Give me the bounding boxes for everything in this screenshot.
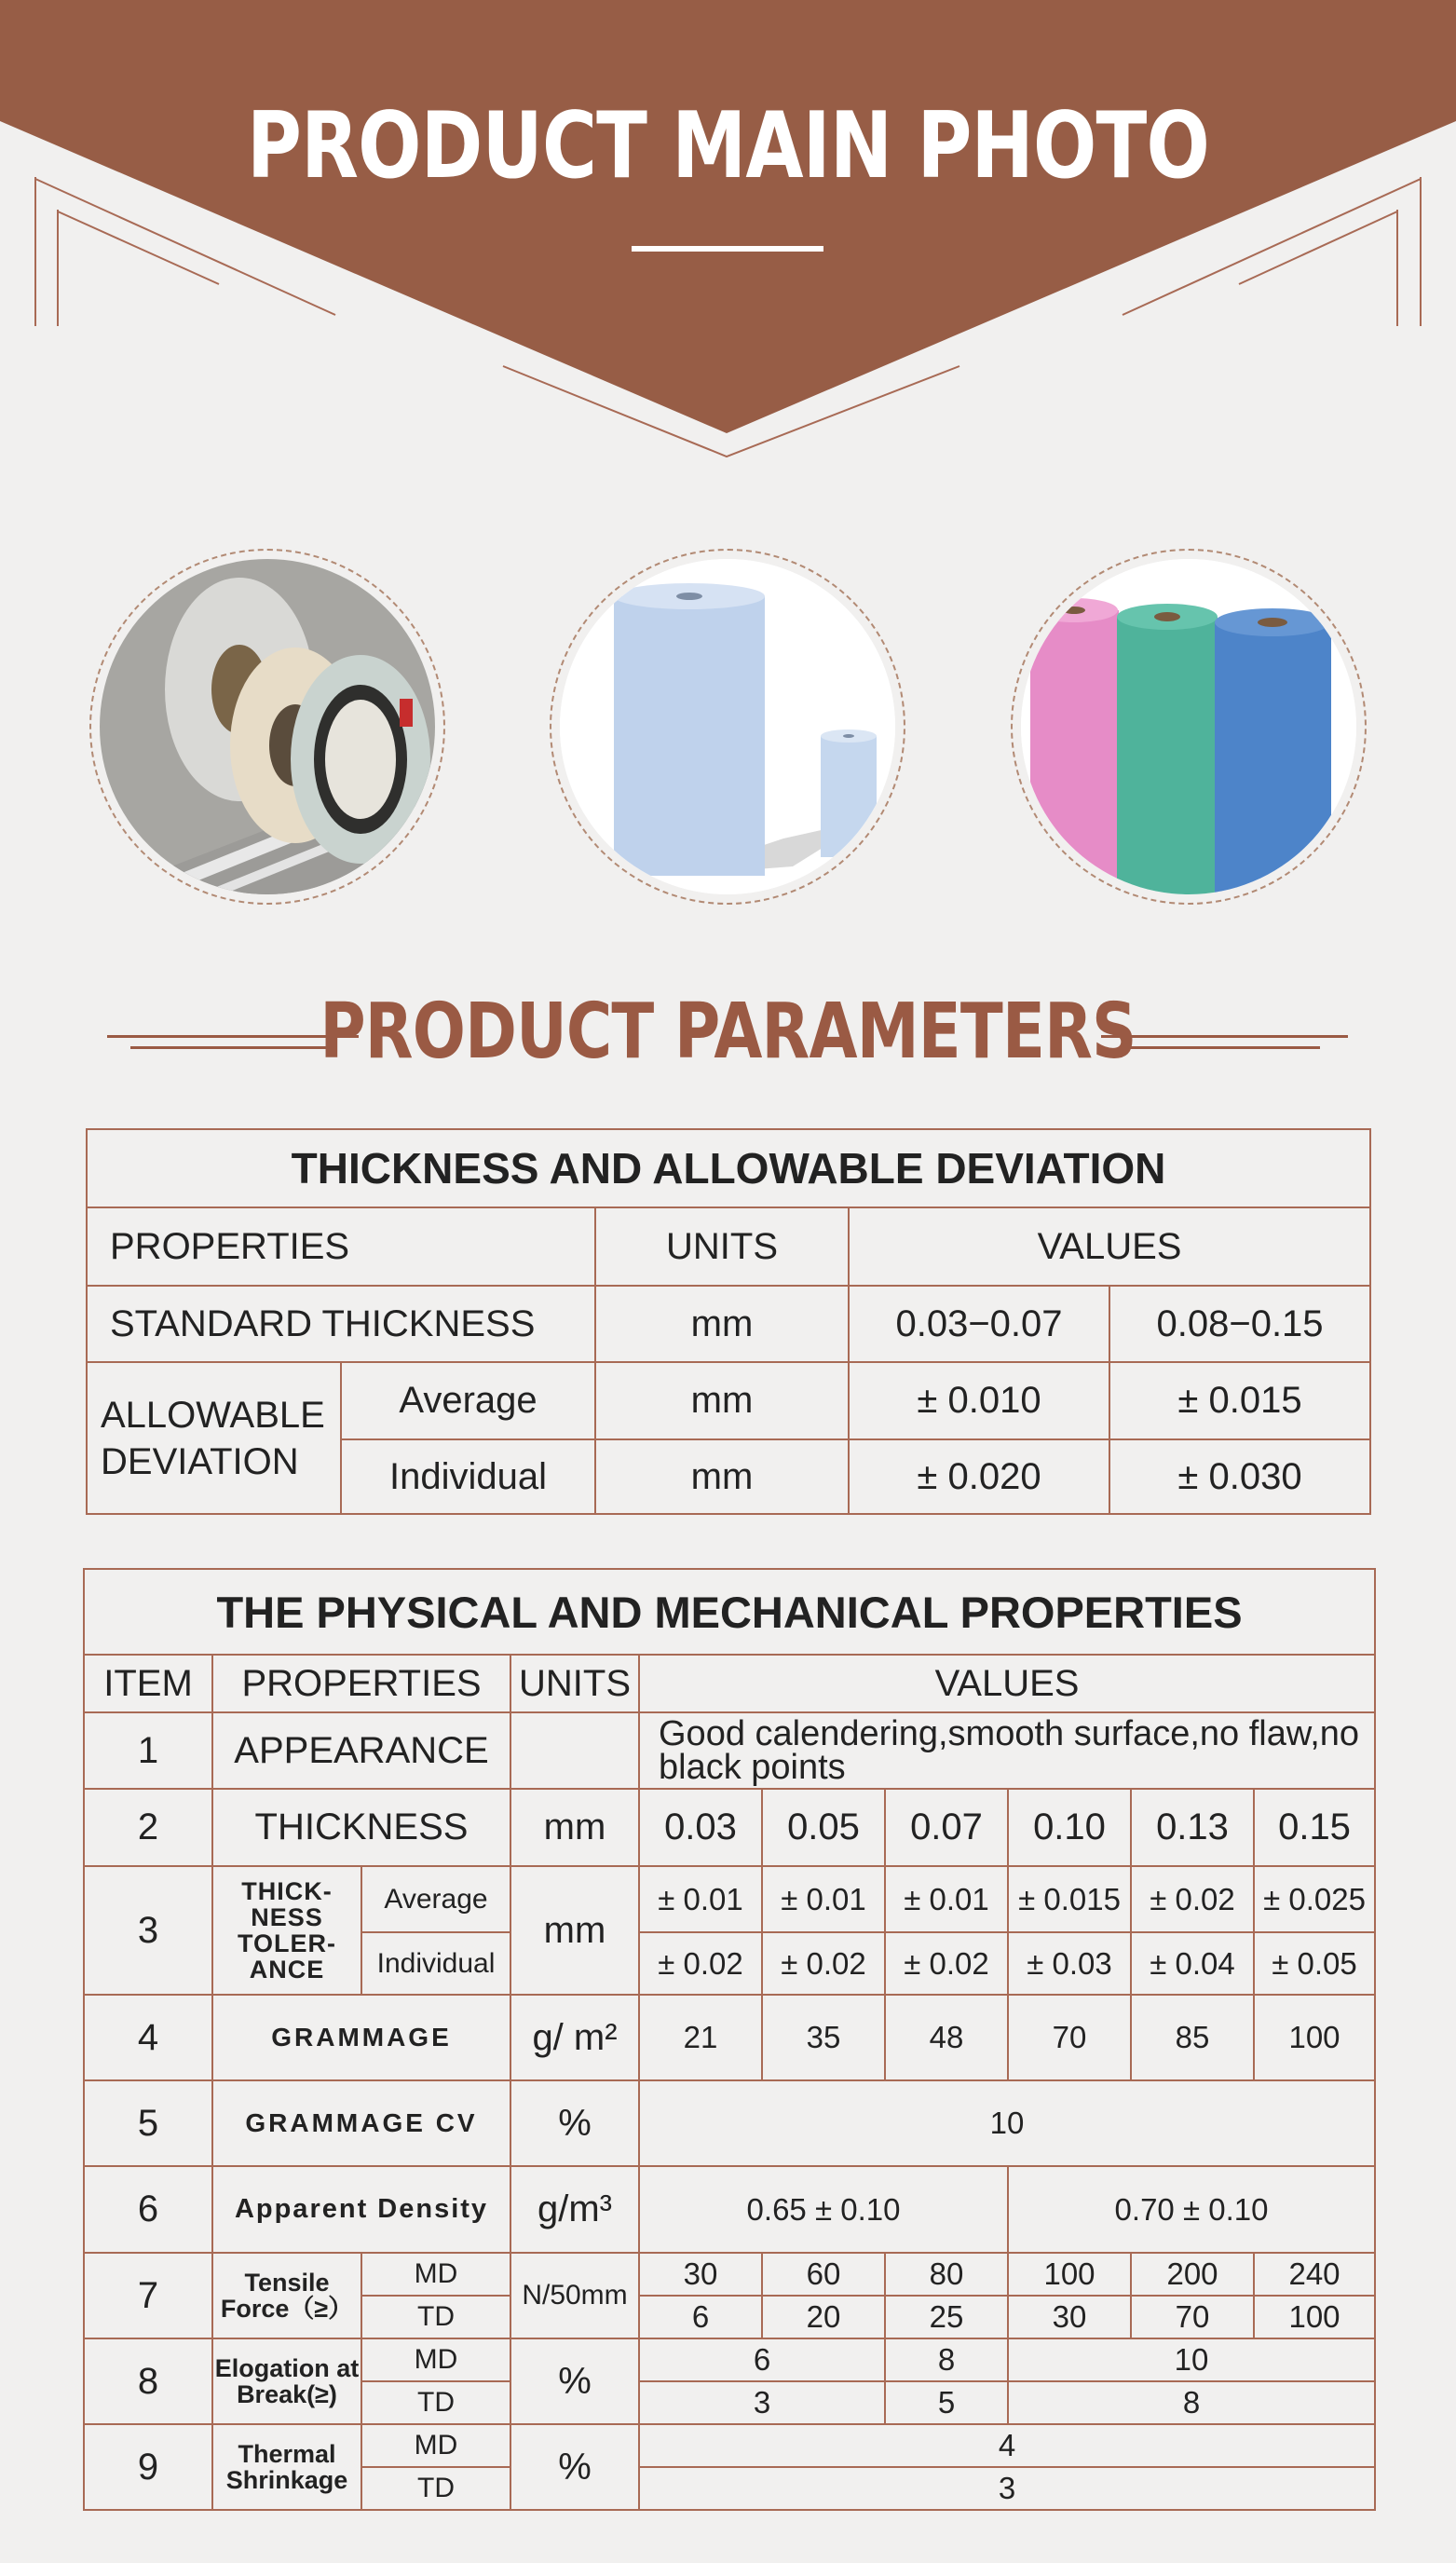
row4-value-2: 35 xyxy=(762,1995,885,2080)
standard-thickness-v2: 0.08−0.15 xyxy=(1109,1286,1370,1362)
individual-v2: ± 0.030 xyxy=(1109,1439,1370,1514)
average-unit: mm xyxy=(595,1362,849,1439)
row3-property-line3: TOLER- xyxy=(238,1929,336,1957)
section-title: PRODUCT PARAMETERS xyxy=(320,988,1136,1076)
header-properties: PROPERTIES xyxy=(87,1207,595,1286)
row3-individual-3: ± 0.02 xyxy=(885,1932,1008,1995)
row3-individual-label: Individual xyxy=(361,1932,510,1995)
header-values: VALUES xyxy=(639,1655,1375,1712)
row3-individual-1: ± 0.02 xyxy=(639,1932,762,1995)
row4-item: 4 xyxy=(84,1995,212,2080)
row3-average-1: ± 0.01 xyxy=(639,1866,762,1932)
row2-unit: mm xyxy=(510,1789,639,1866)
row2-value-6: 0.15 xyxy=(1254,1789,1375,1866)
row7-item: 7 xyxy=(84,2253,212,2338)
row3-unit: mm xyxy=(510,1866,639,1995)
row7-md-2: 60 xyxy=(762,2253,885,2296)
row8-property-line1: Elogation at xyxy=(214,2354,360,2382)
row8-property-line2: Break(≥) xyxy=(237,2380,337,2408)
header-values: VALUES xyxy=(849,1207,1370,1286)
row7-property xyxy=(212,2253,361,2338)
row4-value-1: 21 xyxy=(639,1995,762,2080)
row2-item: 2 xyxy=(84,1789,212,1866)
row1-property: APPEARANCE xyxy=(212,1712,510,1789)
row4-value-6: 100 xyxy=(1254,1995,1375,2080)
row4-property: GRAMMAGE xyxy=(212,1995,510,2080)
row3-average-2: ± 0.01 xyxy=(762,1866,885,1932)
row9-td-label: TD xyxy=(361,2467,510,2510)
row7-td-2: 20 xyxy=(762,2296,885,2338)
row7-td-1: 6 xyxy=(639,2296,762,2338)
row3-average-label: Average xyxy=(361,1866,510,1932)
row2-property: THICKNESS xyxy=(212,1789,510,1866)
row9-md-value: 4 xyxy=(639,2424,1375,2467)
row6-unit: g/m³ xyxy=(510,2166,639,2253)
row5-item: 5 xyxy=(84,2080,212,2166)
row3-average-5: ± 0.02 xyxy=(1131,1866,1254,1932)
average-v2: ± 0.015 xyxy=(1109,1362,1370,1439)
allowable-deviation-line2: DEVIATION xyxy=(101,1440,299,1482)
row8-md-label: MD xyxy=(361,2338,510,2381)
row7-property-line1: Tensile xyxy=(244,2269,330,2297)
row7-unit: N/50mm xyxy=(510,2253,639,2338)
row9-td-value: 3 xyxy=(639,2467,1375,2510)
row4-value-5: 85 xyxy=(1131,1995,1254,2080)
average-v1: ± 0.010 xyxy=(849,1362,1109,1439)
photo-colored-paper-rolls xyxy=(1021,559,1356,894)
row9-property-line1: Thermal xyxy=(238,2440,336,2468)
row5-unit: % xyxy=(510,2080,639,2166)
row8-md-2: 8 xyxy=(885,2338,1008,2381)
photo-tape-rolls xyxy=(100,559,435,894)
row6-value-2: 0.70 ± 0.10 xyxy=(1008,2166,1375,2253)
row3-property xyxy=(212,1866,361,1995)
thickness-table xyxy=(86,1128,1371,1515)
row9-property xyxy=(212,2424,361,2510)
row4-unit: g/ m² xyxy=(510,1995,639,2080)
individual-unit: mm xyxy=(595,1439,849,1514)
row8-property xyxy=(212,2338,361,2424)
standard-thickness-label: STANDARD THICKNESS xyxy=(87,1286,595,1362)
individual-v1: ± 0.020 xyxy=(849,1439,1109,1514)
header-units: UNITS xyxy=(510,1655,639,1712)
row7-td-5: 70 xyxy=(1131,2296,1254,2338)
row8-td-1: 3 xyxy=(639,2381,885,2424)
row4-value-3: 48 xyxy=(885,1995,1008,2080)
header-properties: PROPERTIES xyxy=(212,1655,510,1712)
row3-item: 3 xyxy=(84,1866,212,1995)
row6-property: Apparent Density xyxy=(212,2166,510,2253)
row4-value-4: 70 xyxy=(1008,1995,1131,2080)
thickness-table-title: THICKNESS AND ALLOWABLE DEVIATION xyxy=(87,1129,1370,1207)
row7-md-1: 30 xyxy=(639,2253,762,2296)
row8-unit: % xyxy=(510,2338,639,2424)
standard-thickness-v1: 0.03−0.07 xyxy=(849,1286,1109,1362)
banner-underline xyxy=(632,246,823,252)
row2-value-2: 0.05 xyxy=(762,1789,885,1866)
allowable-deviation-line1: ALLOWABLE xyxy=(101,1394,325,1436)
row1-item: 1 xyxy=(84,1712,212,1789)
row7-td-4: 30 xyxy=(1008,2296,1131,2338)
row3-average-6: ± 0.025 xyxy=(1254,1866,1375,1932)
row7-property-line2: Force（≥） xyxy=(220,2295,354,2323)
header-units: UNITS xyxy=(595,1207,849,1286)
row5-value: 10 xyxy=(639,2080,1375,2166)
row3-individual-6: ± 0.05 xyxy=(1254,1932,1375,1995)
row3-average-4: ± 0.015 xyxy=(1008,1866,1131,1932)
row8-td-2: 5 xyxy=(885,2381,1008,2424)
row3-property-line1: THICK- xyxy=(241,1877,333,1905)
row3-property-line4: ANCE xyxy=(249,1956,325,1984)
allowable-deviation-label xyxy=(87,1362,341,1514)
row7-md-label: MD xyxy=(361,2253,510,2296)
row8-td-3: 8 xyxy=(1008,2381,1375,2424)
row3-average-3: ± 0.01 xyxy=(885,1866,1008,1932)
standard-thickness-unit: mm xyxy=(595,1286,849,1362)
row7-md-6: 240 xyxy=(1254,2253,1375,2296)
row2-value-1: 0.03 xyxy=(639,1789,762,1866)
row7-md-3: 80 xyxy=(885,2253,1008,2296)
row3-individual-4: ± 0.03 xyxy=(1008,1932,1131,1995)
row8-item: 8 xyxy=(84,2338,212,2424)
row1-unit xyxy=(510,1712,639,1789)
row8-md-3: 10 xyxy=(1008,2338,1375,2381)
header-item: ITEM xyxy=(84,1655,212,1712)
row9-item: 9 xyxy=(84,2424,212,2510)
row7-td-label: TD xyxy=(361,2296,510,2338)
row9-property-line2: Shrinkage xyxy=(225,2466,348,2494)
row8-td-label: TD xyxy=(361,2381,510,2424)
row3-individual-2: ± 0.02 xyxy=(762,1932,885,1995)
row2-value-5: 0.13 xyxy=(1131,1789,1254,1866)
row7-md-4: 100 xyxy=(1008,2253,1131,2296)
row2-value-3: 0.07 xyxy=(885,1789,1008,1866)
physical-table-title: THE PHYSICAL AND MECHANICAL PROPERTIES xyxy=(84,1569,1375,1655)
banner-title: PRODUCT MAIN PHOTO xyxy=(247,93,1209,199)
row7-td-3: 25 xyxy=(885,2296,1008,2338)
row7-td-6: 100 xyxy=(1254,2296,1375,2338)
row1-value: Good calendering,smooth surface,no flaw,no black points xyxy=(639,1712,1375,1789)
individual-label: Individual xyxy=(341,1439,595,1514)
row8-md-1: 6 xyxy=(639,2338,885,2381)
row6-value-1: 0.65 ± 0.10 xyxy=(639,2166,1008,2253)
row3-property-line2: NESS xyxy=(251,1903,323,1931)
photo-blue-paper-roll xyxy=(560,559,895,894)
banner-background xyxy=(0,0,1456,484)
row5-property: GRAMMAGE CV xyxy=(212,2080,510,2166)
row2-value-4: 0.10 xyxy=(1008,1789,1131,1866)
row9-unit: % xyxy=(510,2424,639,2510)
row6-item: 6 xyxy=(84,2166,212,2253)
average-label: Average xyxy=(341,1362,595,1439)
physical-table xyxy=(83,1568,1376,2511)
row3-individual-5: ± 0.04 xyxy=(1131,1932,1254,1995)
row9-md-label: MD xyxy=(361,2424,510,2467)
row7-md-5: 200 xyxy=(1131,2253,1254,2296)
